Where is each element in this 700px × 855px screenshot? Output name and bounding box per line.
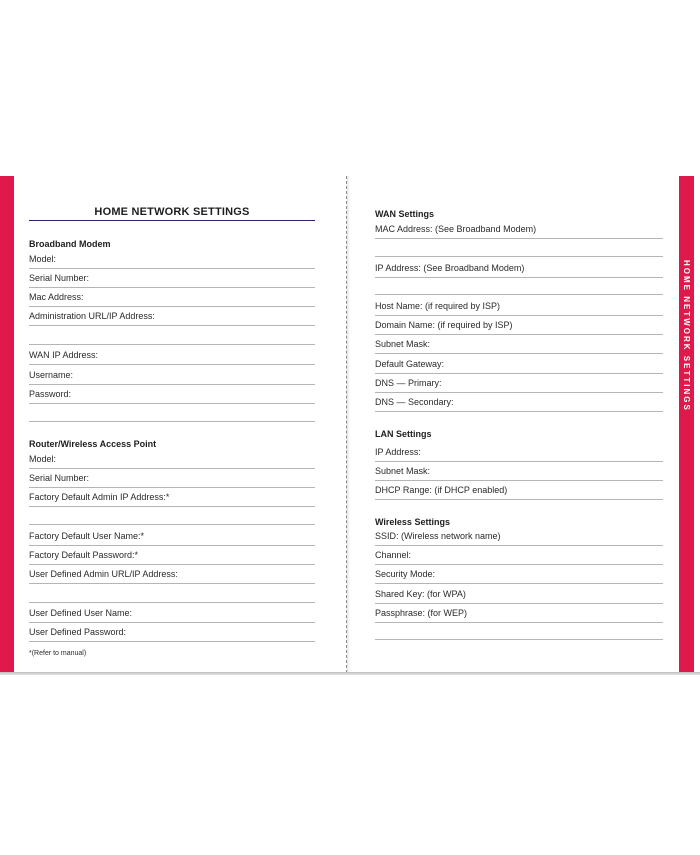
- field-lan-dhcp-range: DHCP Range: (if DHCP enabled): [375, 484, 663, 500]
- section-heading-wireless: Wireless Settings: [375, 517, 450, 527]
- field-modem-password: Password:: [29, 388, 315, 404]
- field-router-user-admin-url: User Defined Admin URL/IP Address:: [29, 568, 315, 584]
- field-router-default-admin-ip: Factory Default Admin IP Address:*: [29, 491, 315, 507]
- field-modem-mac-address: Mac Address:: [29, 291, 315, 307]
- field-wan-ip-address: IP Address: (See Broadband Modem): [375, 262, 663, 278]
- field-router-model: Model:: [29, 453, 315, 469]
- field-modem-admin-url: Administration URL/IP Address:: [29, 310, 315, 326]
- field-modem-serial-number: Serial Number:: [29, 272, 315, 288]
- field-wireless-ssid: SSID: (Wireless network name): [375, 530, 663, 546]
- field-router-serial-number: Serial Number:: [29, 472, 315, 488]
- page-bottom-shadow: [0, 672, 700, 675]
- field-router-default-user-name: Factory Default User Name:*: [29, 530, 315, 546]
- field-modem-wan-ip: WAN IP Address:: [29, 349, 315, 365]
- field-wireless-passphrase: Passphrase: (for WEP): [375, 607, 663, 623]
- title-underline: [29, 220, 315, 221]
- field-wireless-shared-key: Shared Key: (for WPA): [375, 588, 663, 604]
- blank-line: [29, 602, 315, 603]
- section-heading-wan: WAN Settings: [375, 209, 435, 219]
- section-heading-lan: LAN Settings: [375, 429, 432, 439]
- field-wan-default-gateway: Default Gateway:: [375, 358, 663, 374]
- blank-line: [375, 256, 663, 257]
- field-lan-subnet-mask: Subnet Mask:: [375, 465, 663, 481]
- field-modem-username: Username:: [29, 369, 315, 385]
- blank-line: [29, 421, 315, 422]
- side-tab-label: [679, 176, 694, 496]
- field-router-user-name: User Defined User Name:: [29, 607, 315, 623]
- field-wireless-channel: Channel:: [375, 549, 663, 565]
- page-title: HOME NETWORK SETTINGS: [94, 206, 250, 218]
- spine-shadow: [347, 176, 350, 673]
- field-wan-dns-secondary: DNS — Secondary:: [375, 396, 663, 412]
- section-heading-router: Router/Wireless Access Point: [29, 439, 157, 449]
- open-booklet: [0, 176, 700, 675]
- field-wan-domain-name: Domain Name: (if required by ISP): [375, 319, 663, 335]
- field-wireless-security-mode: Security Mode:: [375, 568, 663, 584]
- blank-line: [375, 639, 663, 640]
- footnote: *(Refer to manual): [29, 650, 87, 657]
- field-router-user-password: User Defined Password:: [29, 626, 315, 642]
- book-spine: [346, 176, 347, 673]
- section-heading-broadband-modem: Broadband Modem: [29, 239, 111, 249]
- blank-line: [29, 344, 315, 345]
- field-wan-mac-address: MAC Address: (See Broadband Modem): [375, 223, 663, 239]
- field-modem-model: Model:: [29, 253, 315, 269]
- blank-line: [29, 524, 315, 525]
- field-lan-ip-address: IP Address:: [375, 446, 663, 462]
- field-wan-host-name: Host Name: (if required by ISP): [375, 300, 663, 316]
- side-tab-text: HOME NETWORK SETTINGS: [682, 260, 691, 412]
- field-wan-dns-primary: DNS — Primary:: [375, 377, 663, 393]
- left-page-edge-band: [0, 176, 14, 673]
- blank-line: [375, 294, 663, 295]
- field-router-default-password: Factory Default Password:*: [29, 549, 315, 565]
- field-wan-subnet-mask: Subnet Mask:: [375, 338, 663, 354]
